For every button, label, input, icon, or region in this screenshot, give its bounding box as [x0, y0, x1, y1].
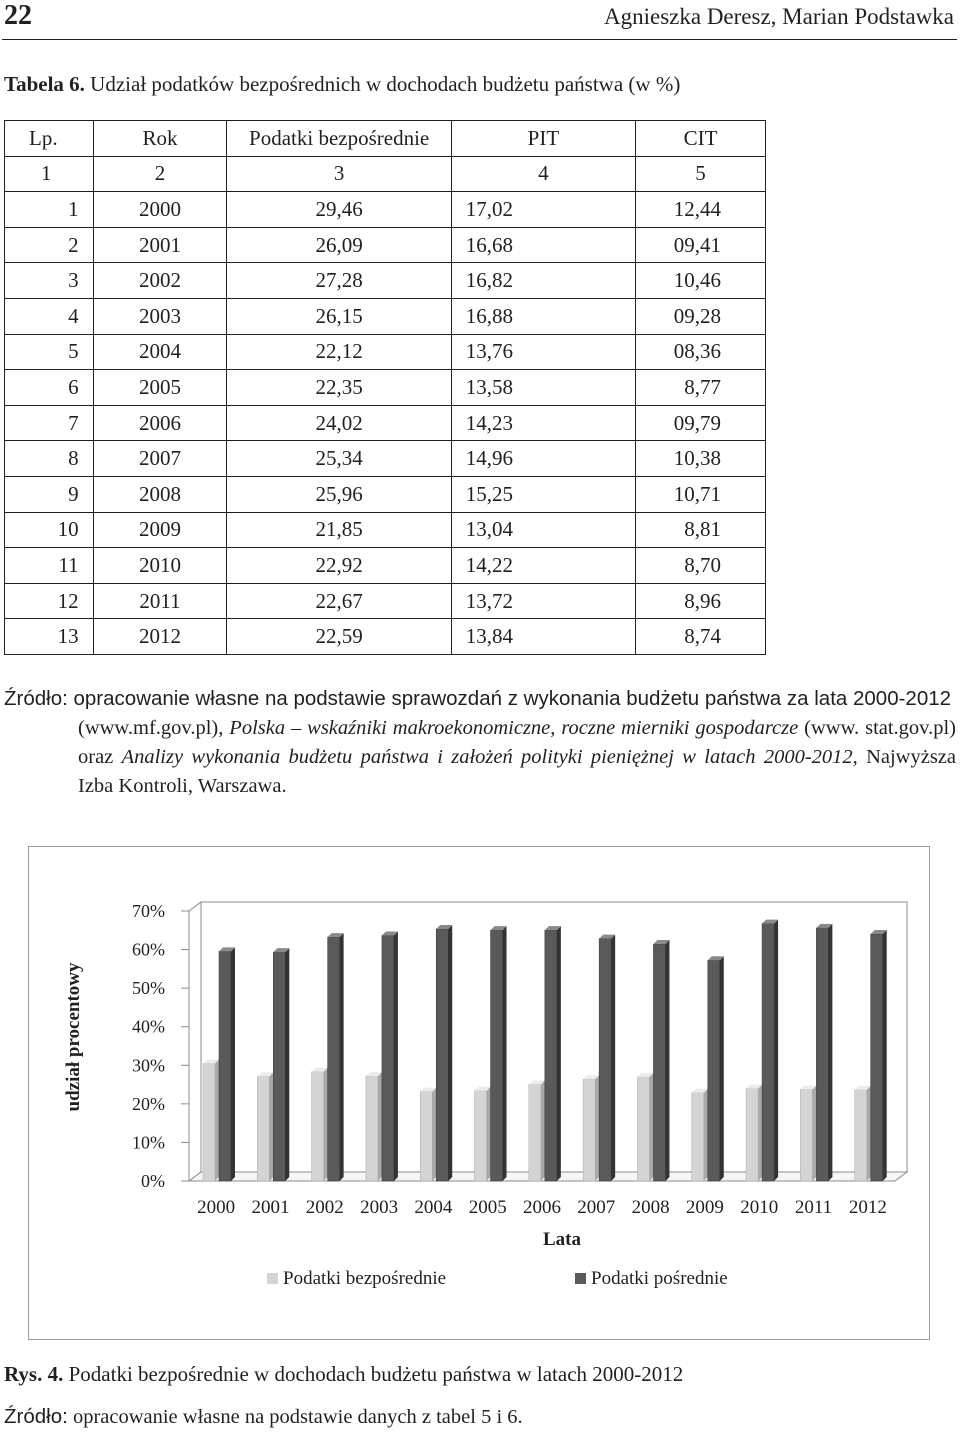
table-source-note — [4, 684, 956, 801]
source-text: (www. — [798, 717, 860, 739]
bar-indirect-taxes — [436, 929, 448, 1181]
bar-direct-taxes-side — [758, 1085, 762, 1181]
bar-direct-taxes — [637, 1077, 649, 1181]
x-tick-label: 2002 — [305, 1197, 344, 1218]
table-cell: 4 — [5, 298, 94, 334]
col-header-rok: Rok — [93, 121, 227, 157]
table-cell: 2011 — [93, 583, 227, 619]
table-cell: 27,28 — [227, 263, 451, 299]
table-cell: 3 — [5, 263, 94, 299]
y-tick-label: 40% — [132, 1016, 165, 1037]
table-cell: 10,38 — [636, 441, 766, 477]
col-index: 5 — [636, 156, 766, 192]
source-title: 2000-2012 — [763, 746, 853, 768]
table-cell: 12 — [5, 583, 94, 619]
table-cell: 14,96 — [451, 441, 635, 477]
x-tick-label: 2005 — [468, 1197, 507, 1218]
table-cell: 2000 — [93, 192, 227, 228]
table-cell: 13,72 — [451, 583, 635, 619]
table-cell: 1 — [5, 192, 94, 228]
y-tick-label: 50% — [132, 978, 165, 999]
table-index-row — [5, 156, 766, 192]
table-cell: 11 — [5, 548, 94, 584]
table-cell: 25,34 — [227, 441, 451, 477]
bar-indirect-taxes-side — [828, 924, 832, 1181]
legend-swatch — [267, 1273, 278, 1284]
bar-indirect-taxes — [382, 936, 394, 1181]
running-header-authors: Agnieszka Deresz, Marian Podstawka — [604, 4, 954, 29]
bar-direct-taxes — [312, 1072, 324, 1181]
table-cell: 8,77 — [636, 370, 766, 406]
table-row — [5, 334, 766, 370]
bar-direct-taxes-side — [649, 1073, 653, 1181]
bar-direct-taxes — [203, 1063, 215, 1181]
bar-indirect-taxes — [708, 960, 720, 1181]
bar-direct-taxes — [692, 1093, 704, 1181]
bar-indirect-taxes — [328, 937, 340, 1181]
table-cell: 21,85 — [227, 512, 451, 548]
table-cell: 13,04 — [451, 512, 635, 548]
table-cell: 16,68 — [451, 227, 635, 263]
table-cell: 10 — [5, 512, 94, 548]
bar-indirect-taxes-side — [611, 935, 615, 1181]
x-tick-label: 2001 — [251, 1197, 290, 1218]
table-row — [5, 405, 766, 441]
y-tick-label: 0% — [141, 1171, 165, 1191]
bar-direct-taxes-side — [269, 1072, 273, 1181]
table-row — [5, 548, 766, 584]
bar-indirect-taxes — [491, 930, 503, 1181]
bar-direct-taxes-side — [215, 1059, 219, 1181]
col-index: 2 — [93, 156, 227, 192]
figure-label: Rys. 4. — [4, 1362, 64, 1386]
table-row — [5, 227, 766, 263]
source-text: stat.gov.pl) oraz — [78, 717, 957, 768]
chart-side-wall — [189, 902, 201, 1181]
table-body — [5, 192, 766, 655]
y-tick-label: 70% — [132, 901, 165, 921]
bar-indirect-taxes — [273, 952, 285, 1181]
table-cell: 12,44 — [636, 192, 766, 228]
table-cell: 13 — [5, 619, 94, 655]
bar-indirect-taxes-side — [340, 933, 344, 1181]
y-tick-label: 10% — [132, 1132, 165, 1153]
table-cell: 8,70 — [636, 548, 766, 584]
table-cell: 2012 — [93, 619, 227, 655]
table-cell: 2 — [5, 227, 94, 263]
x-tick-label: 2010 — [740, 1197, 779, 1218]
table-cell: 22,35 — [227, 370, 451, 406]
table-cell: 8 — [5, 441, 94, 477]
legend-label: Podatki pośrednie — [591, 1268, 728, 1289]
x-tick-label: 2008 — [631, 1197, 670, 1218]
table-cell: 2001 — [93, 227, 227, 263]
table-cell: 2009 — [93, 512, 227, 548]
x-axis-title: Lata — [543, 1229, 581, 1250]
table-caption-label: Tabela 6. — [4, 72, 85, 96]
bar-direct-taxes — [855, 1090, 867, 1181]
table-cell: 2002 — [93, 263, 227, 299]
legend-swatch — [575, 1273, 586, 1284]
table-cell: 10,46 — [636, 263, 766, 299]
bar-direct-taxes — [800, 1090, 812, 1181]
col-header-direct: Podatki bezpośrednie — [227, 121, 451, 157]
table-row — [5, 263, 766, 299]
table-cell: 17,02 — [451, 192, 635, 228]
bar-indirect-taxes — [871, 934, 883, 1181]
table-head — [5, 121, 766, 192]
bar-direct-taxes-side — [812, 1086, 816, 1181]
bar-direct-taxes-side — [378, 1072, 382, 1181]
header-rule — [2, 39, 957, 40]
source-title: Analizy wykonania budżetu państwa i założeń polityki pieniężnej w latach — [121, 746, 756, 768]
bar-indirect-taxes — [816, 928, 828, 1181]
bar-direct-taxes-side — [867, 1086, 871, 1181]
bar-direct-taxes-side — [432, 1088, 436, 1181]
bar-indirect-taxes-side — [665, 940, 669, 1181]
table-cell: 2006 — [93, 405, 227, 441]
bar-direct-taxes-side — [704, 1089, 708, 1181]
table-cell: 13,58 — [451, 370, 635, 406]
table-cell: 13,84 — [451, 619, 635, 655]
table-cell: 09,79 — [636, 405, 766, 441]
y-tick-label: 60% — [132, 939, 165, 960]
y-tick-label: 30% — [132, 1055, 165, 1076]
table-cell: 09,28 — [636, 298, 766, 334]
x-tick-label: 2006 — [523, 1197, 561, 1218]
col-index: 4 — [451, 156, 635, 192]
y-tick-label: 20% — [132, 1093, 165, 1114]
bar-chart — [29, 847, 929, 1339]
table-cell: 25,96 — [227, 476, 451, 512]
bar-indirect-taxes-side — [231, 947, 235, 1181]
bar-indirect-taxes-side — [285, 948, 289, 1181]
table-cell: 29,46 — [227, 192, 451, 228]
bar-indirect-taxes-side — [503, 926, 507, 1181]
table-cell: 15,25 — [451, 476, 635, 512]
x-tick-label: 2009 — [685, 1197, 724, 1218]
table-cell: 26,15 — [227, 298, 451, 334]
bar-direct-taxes-side — [487, 1087, 491, 1181]
table-caption — [4, 72, 680, 97]
table-cell: 2005 — [93, 370, 227, 406]
table-cell: 10,71 — [636, 476, 766, 512]
page-number: 22 — [4, 0, 32, 31]
x-tick-label: 2011 — [794, 1197, 833, 1218]
y-axis-title: udział procentowy — [63, 962, 84, 1112]
table-cell: 2004 — [93, 334, 227, 370]
x-tick-label: 2004 — [414, 1197, 453, 1218]
bar-direct-taxes — [366, 1076, 378, 1181]
table-cell: 14,22 — [451, 548, 635, 584]
table-cell: 9 — [5, 476, 94, 512]
bar-indirect-taxes-side — [557, 926, 561, 1181]
table-row — [5, 583, 766, 619]
table-cell: 16,82 — [451, 263, 635, 299]
figure-caption — [4, 1362, 683, 1387]
source-title: Polska – wskaźniki makroekonomiczne, roczne mierniki gospodarcze — [229, 717, 799, 739]
col-header-lp: Lp. — [5, 121, 94, 157]
table-caption-text: Udział podatków bezpośrednich w dochodach budżetu państwa (w %) — [84, 72, 681, 96]
table-cell: 24,02 — [227, 405, 451, 441]
table-cell: 2007 — [93, 441, 227, 477]
source-text: opracowanie własne na podstawie danych z tabel 5 i 6. — [67, 1406, 523, 1428]
bar-indirect-taxes-side — [448, 925, 452, 1181]
chart-frame — [28, 846, 930, 1340]
col-index: 1 — [5, 156, 94, 192]
bar-direct-taxes — [529, 1084, 541, 1181]
x-tick-label: 2012 — [848, 1197, 887, 1218]
source-continuation — [4, 714, 956, 801]
table-cell: 2008 — [93, 476, 227, 512]
bar-direct-taxes-side — [324, 1068, 328, 1181]
bar-indirect-taxes — [653, 944, 665, 1181]
figure-source-note — [4, 1405, 523, 1429]
table-cell: 14,23 — [451, 405, 635, 441]
bar-direct-taxes-side — [595, 1075, 599, 1181]
x-tick-label: 2003 — [360, 1197, 399, 1218]
bar-indirect-taxes-side — [394, 932, 398, 1181]
bar-direct-taxes — [746, 1089, 758, 1181]
table-cell: 08,36 — [636, 334, 766, 370]
bar-indirect-taxes-side — [883, 930, 887, 1181]
table-row — [5, 441, 766, 477]
table-cell: 8,96 — [636, 583, 766, 619]
bar-direct-taxes — [420, 1092, 432, 1181]
table-cell: 8,74 — [636, 619, 766, 655]
x-tick-label: 2007 — [577, 1197, 616, 1218]
bar-indirect-taxes — [599, 939, 611, 1181]
table-cell: 22,59 — [227, 619, 451, 655]
table-cell: 16,88 — [451, 298, 635, 334]
table-cell: 2010 — [93, 548, 227, 584]
bar-direct-taxes — [583, 1079, 595, 1181]
bar-direct-taxes — [257, 1076, 269, 1181]
source-label: Źródło: — [4, 687, 68, 710]
table-cell: 13,76 — [451, 334, 635, 370]
table-cell: 26,09 — [227, 227, 451, 263]
bar-indirect-taxes — [762, 924, 774, 1181]
table-row — [5, 619, 766, 655]
table-cell: 2003 — [93, 298, 227, 334]
bar-direct-taxes-side — [541, 1080, 545, 1181]
tax-share-table — [4, 120, 766, 655]
legend-label: Podatki bezpośrednie — [283, 1268, 447, 1289]
col-header-cit: CIT — [636, 121, 766, 157]
table-cell: 22,67 — [227, 583, 451, 619]
table-cell: 22,12 — [227, 334, 451, 370]
table-row — [5, 512, 766, 548]
table-cell: 5 — [5, 334, 94, 370]
col-index: 3 — [227, 156, 451, 192]
bar-direct-taxes — [475, 1091, 487, 1181]
table-cell: 8,81 — [636, 512, 766, 548]
bar-indirect-taxes-side — [774, 920, 778, 1181]
table-row — [5, 298, 766, 334]
table-cell: 7 — [5, 405, 94, 441]
x-tick-label: 2000 — [197, 1197, 236, 1218]
table-row — [5, 192, 766, 228]
table-cell: 22,92 — [227, 548, 451, 584]
table-row — [5, 370, 766, 406]
source-text: opracowanie własne na podstawie sprawozdań z wykonania budżetu państwa za lata 2000-2012 — [67, 687, 952, 710]
table-cell: 6 — [5, 370, 94, 406]
table-row — [5, 476, 766, 512]
source-text: , Najwyższa Izba Kontroli, Warszawa. — [78, 746, 957, 797]
table-header-row — [5, 121, 766, 157]
bar-indirect-taxes-side — [720, 956, 724, 1181]
source-text: (www.mf.gov.pl), — [78, 717, 230, 739]
figure-caption-text: Podatki bezpośrednie w dochodach budżetu państwa w latach 2000-2012 — [63, 1362, 684, 1386]
source-label: Źródło: — [4, 1405, 68, 1428]
bar-indirect-taxes — [545, 930, 557, 1181]
col-header-pit: PIT — [451, 121, 635, 157]
table-cell: 09,41 — [636, 227, 766, 263]
bar-indirect-taxes — [219, 951, 231, 1181]
